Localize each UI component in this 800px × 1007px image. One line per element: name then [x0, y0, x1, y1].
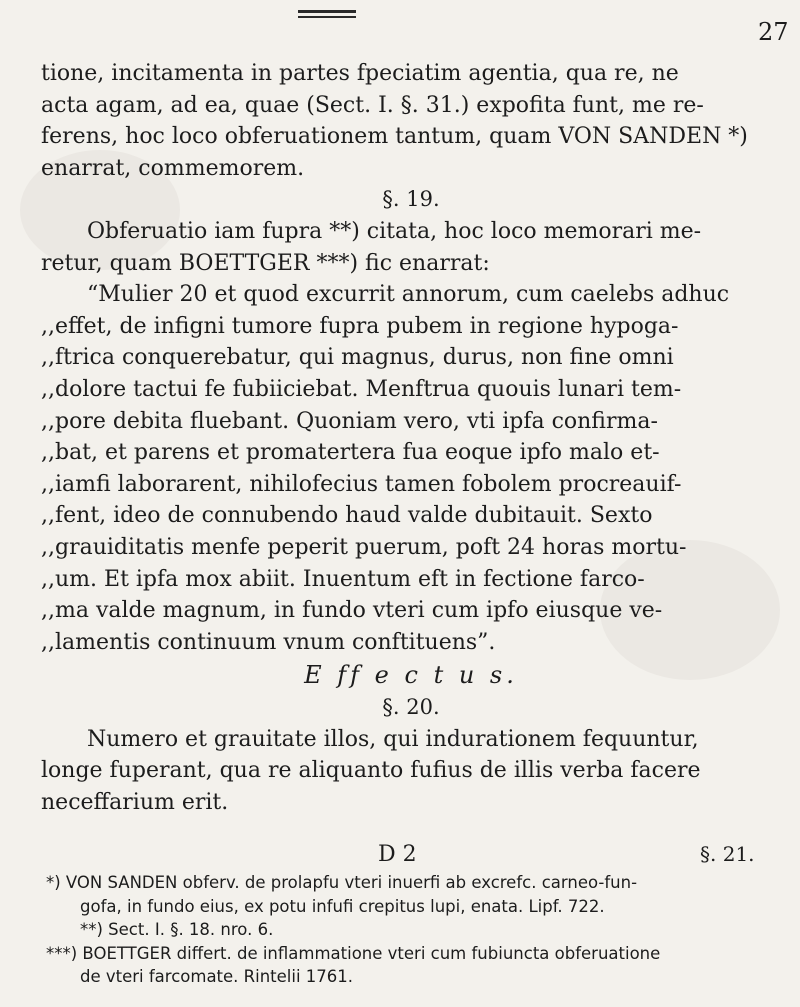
text-line: tione, incitamenta in partes fpeciatim agentia, qua re, ne	[41, 61, 679, 86]
section-title: E ff e c t u s.	[304, 661, 518, 690]
quote-line: ,,bat, et parens et promatertera fua eoque ipfo malo et-	[41, 440, 660, 466]
footnote-line: gofa, in fundo eius, ex potu infufi crepitus lupi, enata. Lipf. 722.	[80, 896, 605, 916]
footnote-line: *) VON SANDEN obferv. de prolapfu vteri inuerfi ab excrefc. carneo-fun-	[46, 873, 638, 892]
main-text	[41, 58, 781, 819]
section-heading: §. 19.	[382, 187, 440, 212]
quote-line: ,,pore debita fluebant. Quoniam vero, vti ipfa confirma-	[41, 408, 658, 434]
text-line: ferens, hoc loco obferuationem tantum, quam VON SANDEN *)	[41, 124, 748, 150]
text-line: enarrat, commemorem.	[41, 155, 305, 181]
quote-line: ,,ftrica conquerebatur, qui magnus, durus, non fine omni	[41, 345, 674, 371]
footnote-line: **) Sect. I. §. 18. nro. 6.	[80, 920, 274, 939]
footnote-line: de vteri farcomate. Rintelii 1761.	[80, 967, 354, 986]
footnote-line: ***) BOETTGER differt. de inflammatione vteri cum fubiuncta obferuatione	[46, 943, 661, 963]
footnotes	[46, 871, 786, 989]
quote-line: ,,ma valde magnum, in fundo vteri cum ipfo eiusque ve-	[41, 598, 663, 624]
text-line: Obferuatio iam fupra **) citata, hoc loco memorari me-	[87, 218, 702, 244]
page-number: 27	[758, 18, 789, 46]
quote-line: “Mulier 20 et quod excurrit annorum, cum caelebs adhuc	[87, 282, 730, 308]
quote-line: ,,lamentis continuum vnum conftituens”.	[41, 629, 496, 655]
quote-line: ,,iamfi laborarent, nihilofecius tamen fobolem procreauif-	[41, 471, 682, 497]
text-line: neceffarium erit.	[41, 790, 229, 816]
header-rule	[298, 10, 356, 13]
quote-line: ,,um. Et ipfa mox abiit. Inuentum eft in fectione farco-	[41, 566, 645, 592]
quote-line: ,,effet, de infigni tumore fupra pubem in regione hypoga-	[41, 313, 679, 339]
quote-line: ,,dolore tactui fe fubiiciebat. Menftrua quouis lunari tem-	[41, 376, 682, 402]
signature-mark: D 2	[378, 842, 417, 867]
text-line: longe fuperant, qua re aliquanto fufius de illis verba facere	[41, 758, 701, 784]
text-line: Numero et grauitate illos, qui indurationem fequuntur,	[87, 726, 699, 752]
text-line: retur, quam BOETTGER ***) fic enarrat:	[41, 250, 490, 276]
catchword: §. 21.	[700, 842, 755, 866]
header-rule	[298, 16, 356, 18]
quote-line: ,,fent, ideo de connubendo haud valde dubitauit. Sexto	[41, 503, 653, 529]
section-heading: §. 20.	[382, 695, 440, 720]
quote-line: ,,grauiditatis menfe peperit puerum, poft 24 horas mortu-	[41, 534, 687, 560]
text-line: acta agam, ad ea, quae (Sect. I. §. 31.) expofita funt, me re-	[41, 92, 704, 118]
